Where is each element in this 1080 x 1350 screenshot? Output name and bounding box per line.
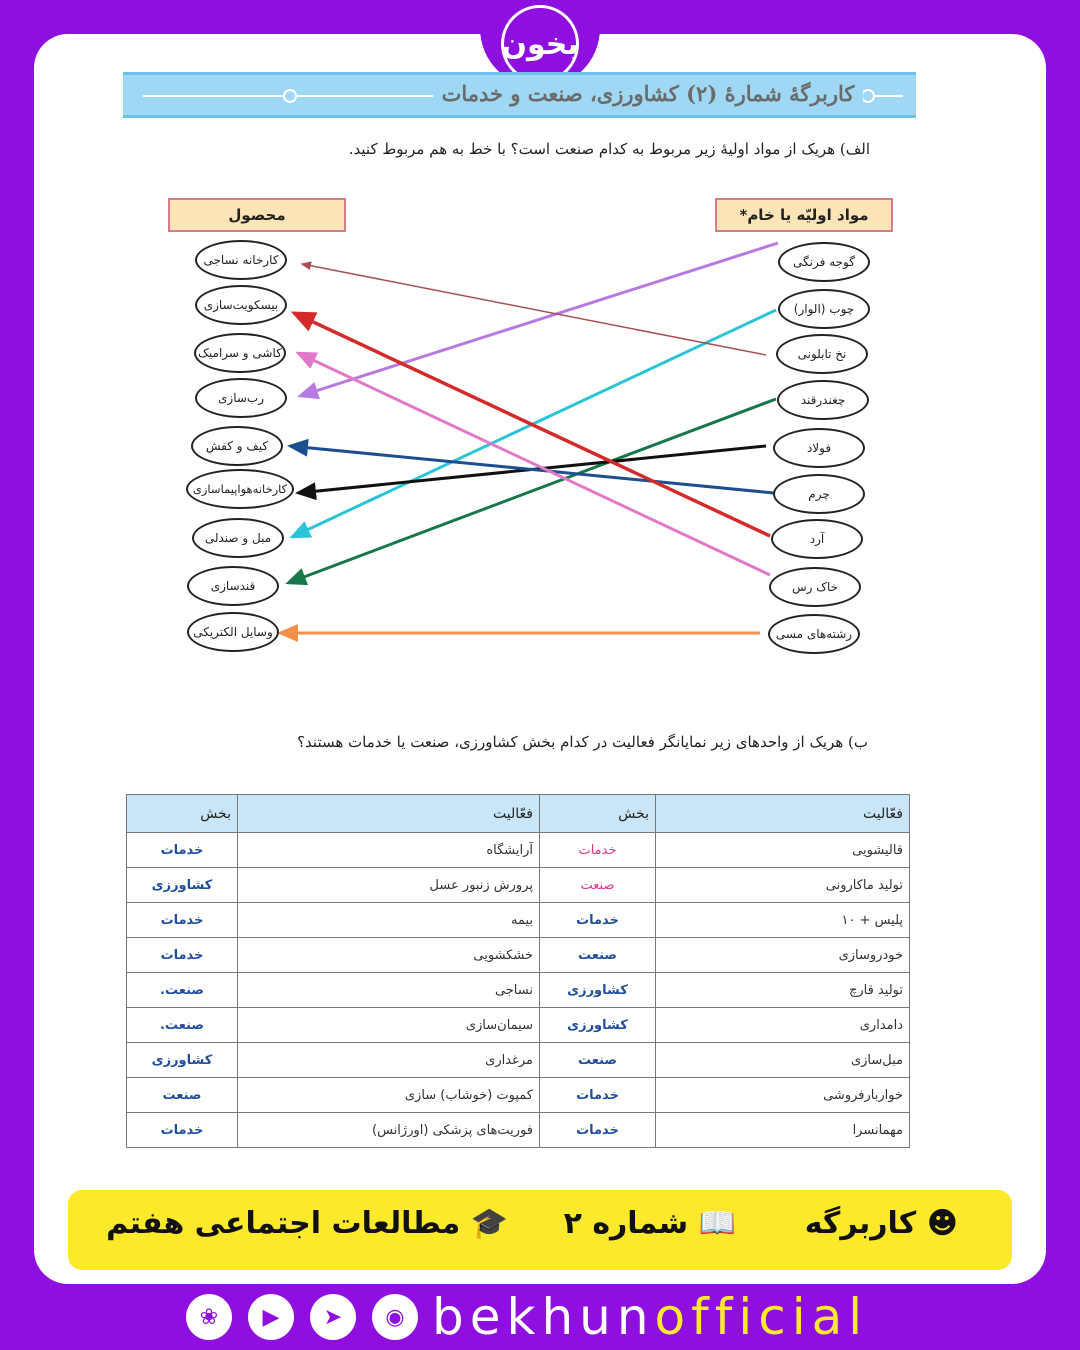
product-4: کیف و کفش bbox=[191, 426, 283, 466]
table-row bbox=[127, 1008, 910, 1043]
activity-cell: مبل‌سازی bbox=[656, 1043, 910, 1078]
activity-cell: مرغداری bbox=[238, 1043, 540, 1078]
part-a-instruction: الف) هریک از مواد اولیهٔ زیر مربوط به کدام صنعت است؟ با خط به هم مربوط کنید. bbox=[348, 140, 870, 158]
product-8: وسایل الکتریکی bbox=[187, 612, 279, 652]
product-1: بیسکویت‌سازی bbox=[195, 285, 287, 325]
table-row bbox=[127, 1043, 910, 1078]
material-4: فولاد bbox=[773, 428, 865, 468]
materials-header: مواد اولیّه یا خام* bbox=[715, 198, 893, 232]
footer-bar bbox=[68, 1190, 1012, 1270]
logo-mark: بخون bbox=[501, 5, 579, 83]
aparat-icon[interactable]: ❀ bbox=[186, 1294, 232, 1340]
instagram-icon[interactable]: ◉ bbox=[372, 1294, 418, 1340]
footer-subject-label: مطالعات اجتماعی هفتم bbox=[106, 1206, 461, 1241]
part-b-instruction: ب) هریک از واحدهای زیر نمایانگر فعالیت در کدام بخش کشاورزی، صنعت یا خدمات هستند؟ bbox=[297, 733, 868, 751]
table-row bbox=[127, 1113, 910, 1148]
sector-cell: کشاورزی bbox=[127, 1043, 238, 1078]
material-1: چوب (الوار) bbox=[778, 289, 870, 329]
activity-cell: تولید قارچ bbox=[656, 973, 910, 1008]
product-6: مبل و صندلی bbox=[192, 518, 284, 558]
sector-cell: کشاورزی bbox=[127, 868, 238, 903]
line-clay-ceramic bbox=[298, 353, 770, 575]
sector-cell: صنعت bbox=[540, 1043, 656, 1078]
product-2: کاشی و سرامیک bbox=[194, 333, 286, 373]
header-sector-2: بخش bbox=[127, 795, 238, 833]
sector-cell: کشاورزی bbox=[540, 973, 656, 1008]
footer-number-label: شماره ۲ bbox=[563, 1206, 689, 1241]
social-handle[interactable] bbox=[432, 1288, 868, 1346]
sector-cell: صنعت. bbox=[127, 1008, 238, 1043]
activity-cell: بیمه bbox=[238, 903, 540, 938]
book-icon: 📖 bbox=[698, 1206, 736, 1241]
sector-cell: خدمات bbox=[127, 938, 238, 973]
activity-cell: مهمانسرا bbox=[656, 1113, 910, 1148]
activity-cell: خشکشویی bbox=[238, 938, 540, 973]
line-beet-sugar bbox=[288, 399, 776, 583]
material-8: رشته‌های مسی bbox=[768, 614, 860, 654]
table-row bbox=[127, 903, 910, 938]
table-row bbox=[127, 973, 910, 1008]
activity-cell: پلیس + ۱۰ bbox=[656, 903, 910, 938]
footer-item-subject bbox=[106, 1206, 508, 1241]
material-7: خاک رس bbox=[769, 567, 861, 607]
table-row bbox=[127, 833, 910, 868]
graduation-cap-icon: 🎓 bbox=[470, 1206, 508, 1241]
footer-item-number bbox=[564, 1206, 736, 1241]
activity-cell: نساجی bbox=[238, 973, 540, 1008]
products-header: محصول bbox=[168, 198, 346, 232]
sector-cell: صنعت bbox=[127, 1078, 238, 1113]
header-activity-1: فعّالیت bbox=[656, 795, 910, 833]
sector-cell: صنعت. bbox=[127, 973, 238, 1008]
activity-cell: فوریت‌های پزشکی (اورژانس) bbox=[238, 1113, 540, 1148]
table-header-row bbox=[127, 795, 910, 833]
material-6: آرد bbox=[771, 519, 863, 559]
product-7: قندسازی bbox=[187, 566, 279, 606]
sector-cell: خدمات bbox=[540, 1078, 656, 1113]
activity-cell: خودروسازی bbox=[656, 938, 910, 973]
table-row bbox=[127, 938, 910, 973]
teacher-icon: ☻ bbox=[926, 1206, 958, 1241]
activity-cell: تولید ماکارونی bbox=[656, 868, 910, 903]
activity-cell: آرایشگاه bbox=[238, 833, 540, 868]
line-thread-textile bbox=[302, 264, 766, 355]
youtube-icon[interactable]: ▶ bbox=[248, 1294, 294, 1340]
activities-table bbox=[126, 794, 910, 1148]
sector-cell: خدمات bbox=[540, 903, 656, 938]
material-2: نخ تابلونی bbox=[776, 334, 868, 374]
handle-part1: bekhun bbox=[432, 1288, 655, 1346]
header-activity-2: فعّالیت bbox=[238, 795, 540, 833]
line-tomato-paste bbox=[300, 243, 778, 396]
material-5: چرم bbox=[773, 474, 865, 514]
sector-cell: کشاورزی bbox=[540, 1008, 656, 1043]
activity-cell: قالیشویی bbox=[656, 833, 910, 868]
sector-cell: صنعت bbox=[540, 938, 656, 973]
product-0: کارخانه نساجی bbox=[195, 240, 287, 280]
product-3: رب‌سازی bbox=[195, 378, 287, 418]
activity-cell: دامداری bbox=[656, 1008, 910, 1043]
footer-item-worksheet bbox=[805, 1206, 958, 1241]
activity-cell: خواربارفروشی bbox=[656, 1078, 910, 1113]
material-3: چغندرقند bbox=[777, 380, 869, 420]
activity-cell: سیمان‌سازی bbox=[238, 1008, 540, 1043]
product-5: کارخانه‌هواپیماسازی bbox=[186, 469, 294, 509]
page-title: کاربرگهٔ شمارهٔ (۲) کشاورزی، صنعت و خدمات bbox=[433, 81, 863, 106]
sector-cell: خدمات bbox=[127, 1113, 238, 1148]
activity-cell: کمپوت (خوشاب) سازی bbox=[238, 1078, 540, 1113]
table-row bbox=[127, 868, 910, 903]
telegram-icon[interactable]: ➤ bbox=[310, 1294, 356, 1340]
sector-cell: خدمات bbox=[127, 903, 238, 938]
social-bar bbox=[0, 1284, 1080, 1350]
handle-part2: official bbox=[654, 1288, 869, 1346]
sector-cell: خدمات bbox=[540, 833, 656, 868]
table-row bbox=[127, 1078, 910, 1113]
sector-cell: صنعت bbox=[540, 868, 656, 903]
sector-cell: خدمات bbox=[127, 833, 238, 868]
footer-worksheet-label: کاربرگه bbox=[804, 1206, 917, 1241]
material-0: گوجه فرنگی bbox=[778, 242, 870, 282]
activity-cell: پرورش زنبور عسل bbox=[238, 868, 540, 903]
header-sector-1: بخش bbox=[540, 795, 656, 833]
sector-cell: خدمات bbox=[540, 1113, 656, 1148]
